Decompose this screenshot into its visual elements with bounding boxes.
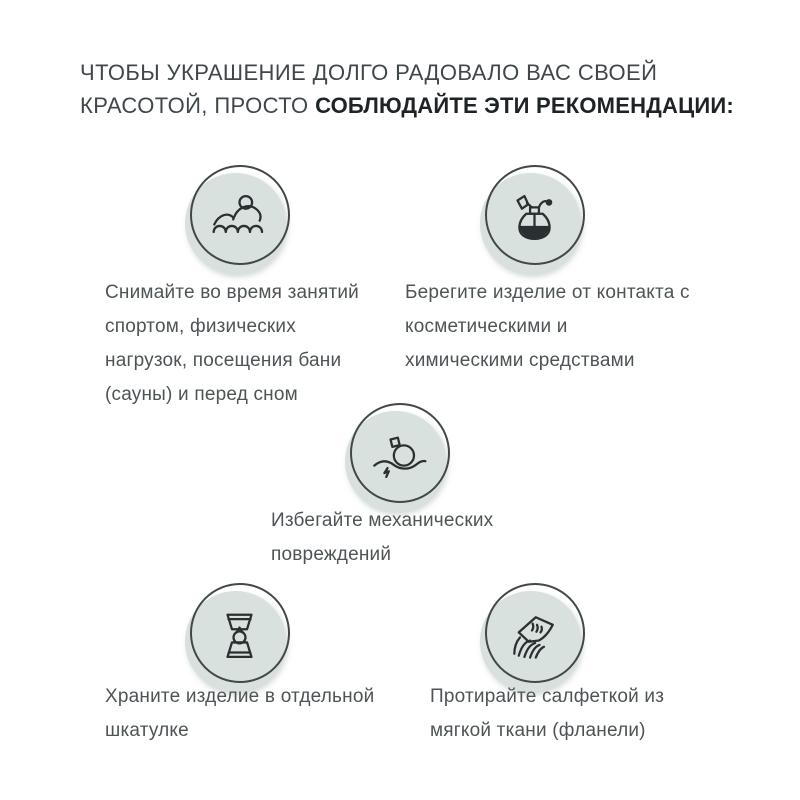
care-item-storage-badge xyxy=(185,583,295,693)
care-item-wiping-text: Протирайте салфеткой из мягкой ткани (фланели) xyxy=(430,686,665,741)
perfume-atomizer-icon xyxy=(503,186,566,249)
care-item-impact-badge xyxy=(345,403,455,513)
heading-bold: СОБЛЮДАЙТЕ ЭТИ РЕКОМЕНДАЦИИ: xyxy=(315,93,734,118)
swimmer-icon xyxy=(208,186,271,249)
care-item-impact-text: Избегайте механических повреждений xyxy=(271,510,494,565)
care-item-storage-text: Храните изделие в отдельной шкатулке xyxy=(105,686,375,741)
heading-line2: КРАСОТОЙ, ПРОСТО xyxy=(80,93,316,118)
care-item-wiping-badge xyxy=(480,583,590,693)
ring-impact-icon xyxy=(368,424,431,487)
care-item-swimming-text: Снимайте во время занятий спортом, физических нагрузок, посещения бани (сауны) и перед сном xyxy=(105,282,359,405)
care-item-swimming-badge xyxy=(185,165,295,275)
jewelry-box-icon xyxy=(208,604,271,667)
care-item-cosmetics-text: Берегите изделие от контакта с косметическими и химическими средствами xyxy=(405,282,690,371)
wiping-cloth-icon xyxy=(503,604,566,667)
heading-line1: ЧТОБЫ УКРАШЕНИЕ ДОЛГО РАДОВАЛО ВАС СВОЕЙ xyxy=(80,60,658,85)
page-title xyxy=(80,56,760,122)
care-item-cosmetics-badge xyxy=(480,165,590,275)
